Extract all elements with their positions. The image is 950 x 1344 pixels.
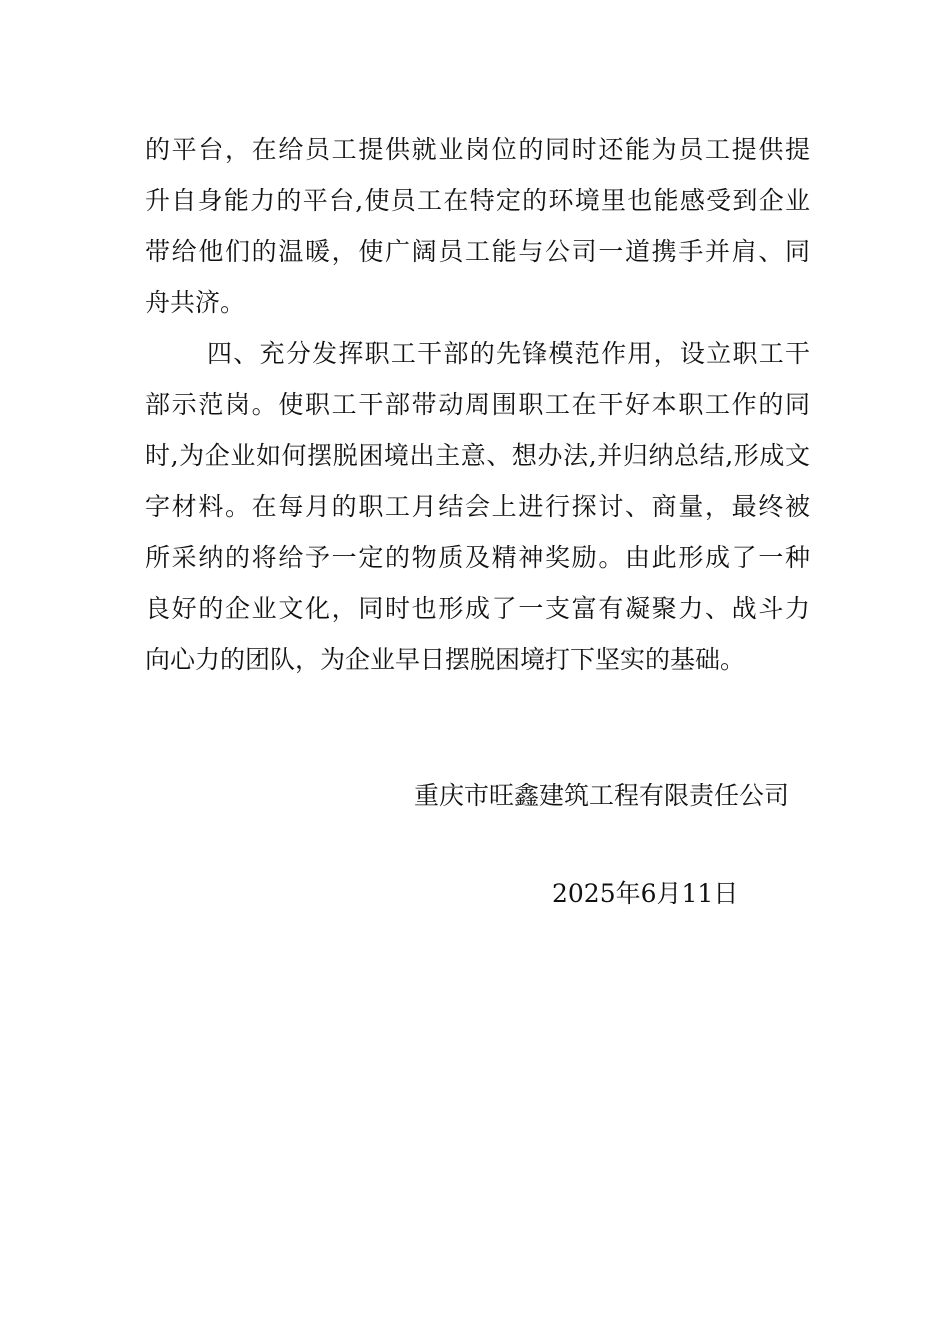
text-line: 升自身能力的平台,使员工在特定的环境里也能感受到企业: [145, 186, 810, 215]
paragraph-continuation: [145, 124, 810, 328]
text-line: 所采纳的将给予一定的物质及精神奖励。由此形成了一种: [145, 543, 810, 572]
company-signature: 重庆市旺鑫建筑工程有限责任公司: [414, 781, 790, 810]
text-line: 舟共济。: [145, 288, 246, 317]
text-line: 向心力的团队，为企业早日摆脱困境打下坚实的基础。: [145, 645, 746, 674]
text-line: 四、充分发挥职工干部的先锋模范作用，设立职工干: [207, 339, 810, 368]
text-line: 部示范岗。使职工干部带动周围职工在干好本职工作的同: [145, 390, 810, 419]
document-date: 2025年6月11日: [552, 879, 739, 908]
paragraph-four: [145, 328, 810, 685]
text-line: 字材料。在每月的职工月结会上进行探讨、商量，最终被: [145, 492, 810, 521]
text-line: 时,为企业如何摆脱困境出主意、想办法,并归纳总结,形成文: [145, 441, 810, 470]
text-line: 带给他们的温暖，使广阔员工能与公司一道携手并肩、同: [145, 237, 810, 266]
text-line: 良好的企业文化，同时也形成了一支富有凝聚力、战斗力: [145, 594, 810, 623]
document-body: [145, 124, 810, 685]
text-line: 的平台，在给员工提供就业岗位的同时还能为员工提供提: [145, 135, 810, 164]
